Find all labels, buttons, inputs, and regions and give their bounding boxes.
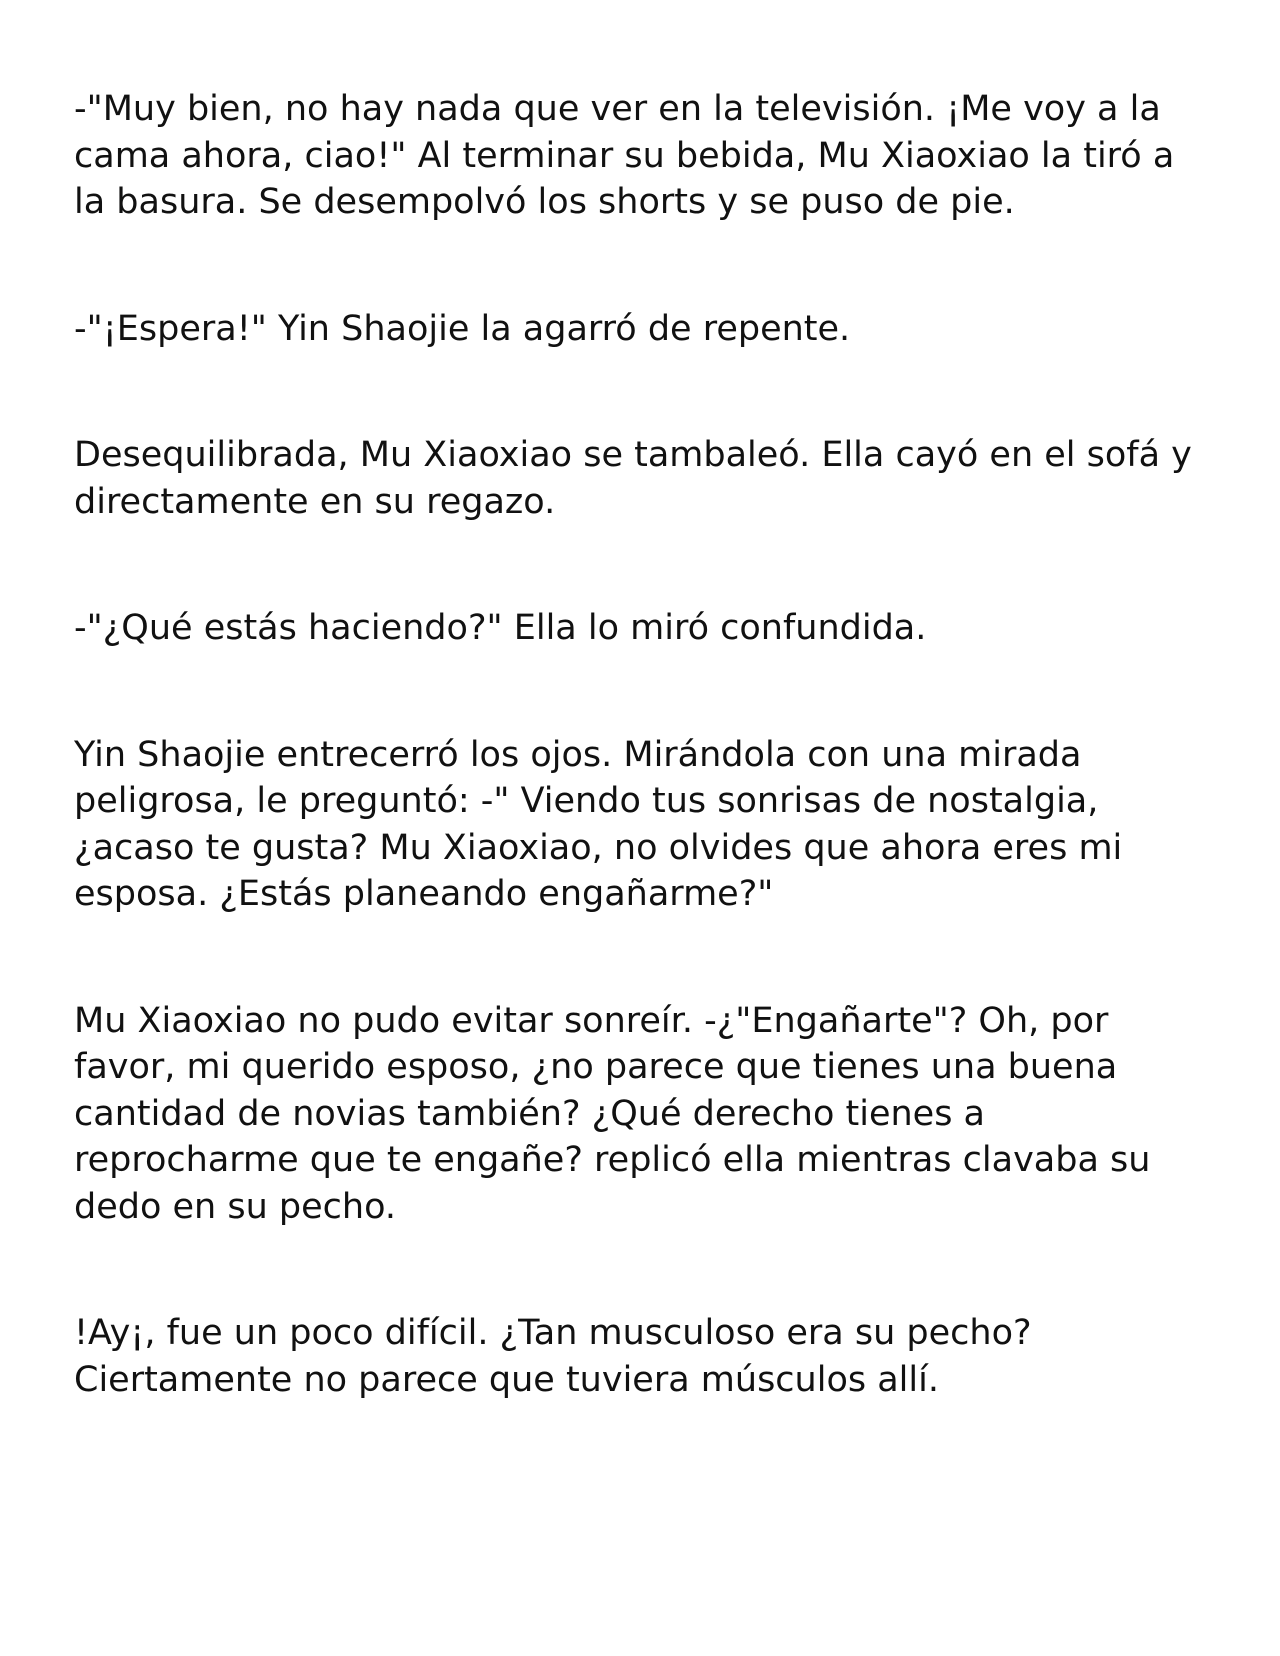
paragraph: Mu Xiaoxiao no pudo evitar sonreír. -¿"Engañarte"? Oh, por favor, mi querido esposo, ¿no parece que tienes una buena cantidad de novias también? ¿Qué derecho tienes a reprocharme que te engañe? replicó ella mientras clavaba su dedo en su pecho.	[74, 1000, 1151, 1227]
paragraph: !Ay¡, fue un poco difícil. ¿Tan musculoso era su pecho? Ciertamente no parece que tuviera músculos allí.	[74, 1313, 1032, 1400]
paragraph: -"¡Espera!" Yin Shaojie la agarró de repente.	[74, 308, 851, 349]
paragraph: Yin Shaojie entrecerró los ojos. Mirándola con una mirada peligrosa, le preguntó: -" Viendo tus sonrisas de nostalgia, ¿acaso te gusta? Mu Xiaoxiao, no olvides que ahora eres mi esposa. ¿Estás planeando engañarme?"	[74, 734, 1123, 914]
document-page	[74, 86, 1214, 1403]
paragraph: Desequilibrada, Mu Xiaoxiao se tambaleó. Ella cayó en el sofá y directamente en su regazo.	[74, 435, 1192, 522]
paragraph: -"Muy bien, no hay nada que ver en la televisión. ¡Me voy a la cama ahora, ciao!" Al terminar su bebida, Mu Xiaoxiao la tiró a la basura. Se desempolvó los shorts y se puso de pie.	[74, 89, 1175, 222]
paragraph: -"¿Qué estás haciendo?" Ella lo miró confundida.	[74, 608, 927, 648]
